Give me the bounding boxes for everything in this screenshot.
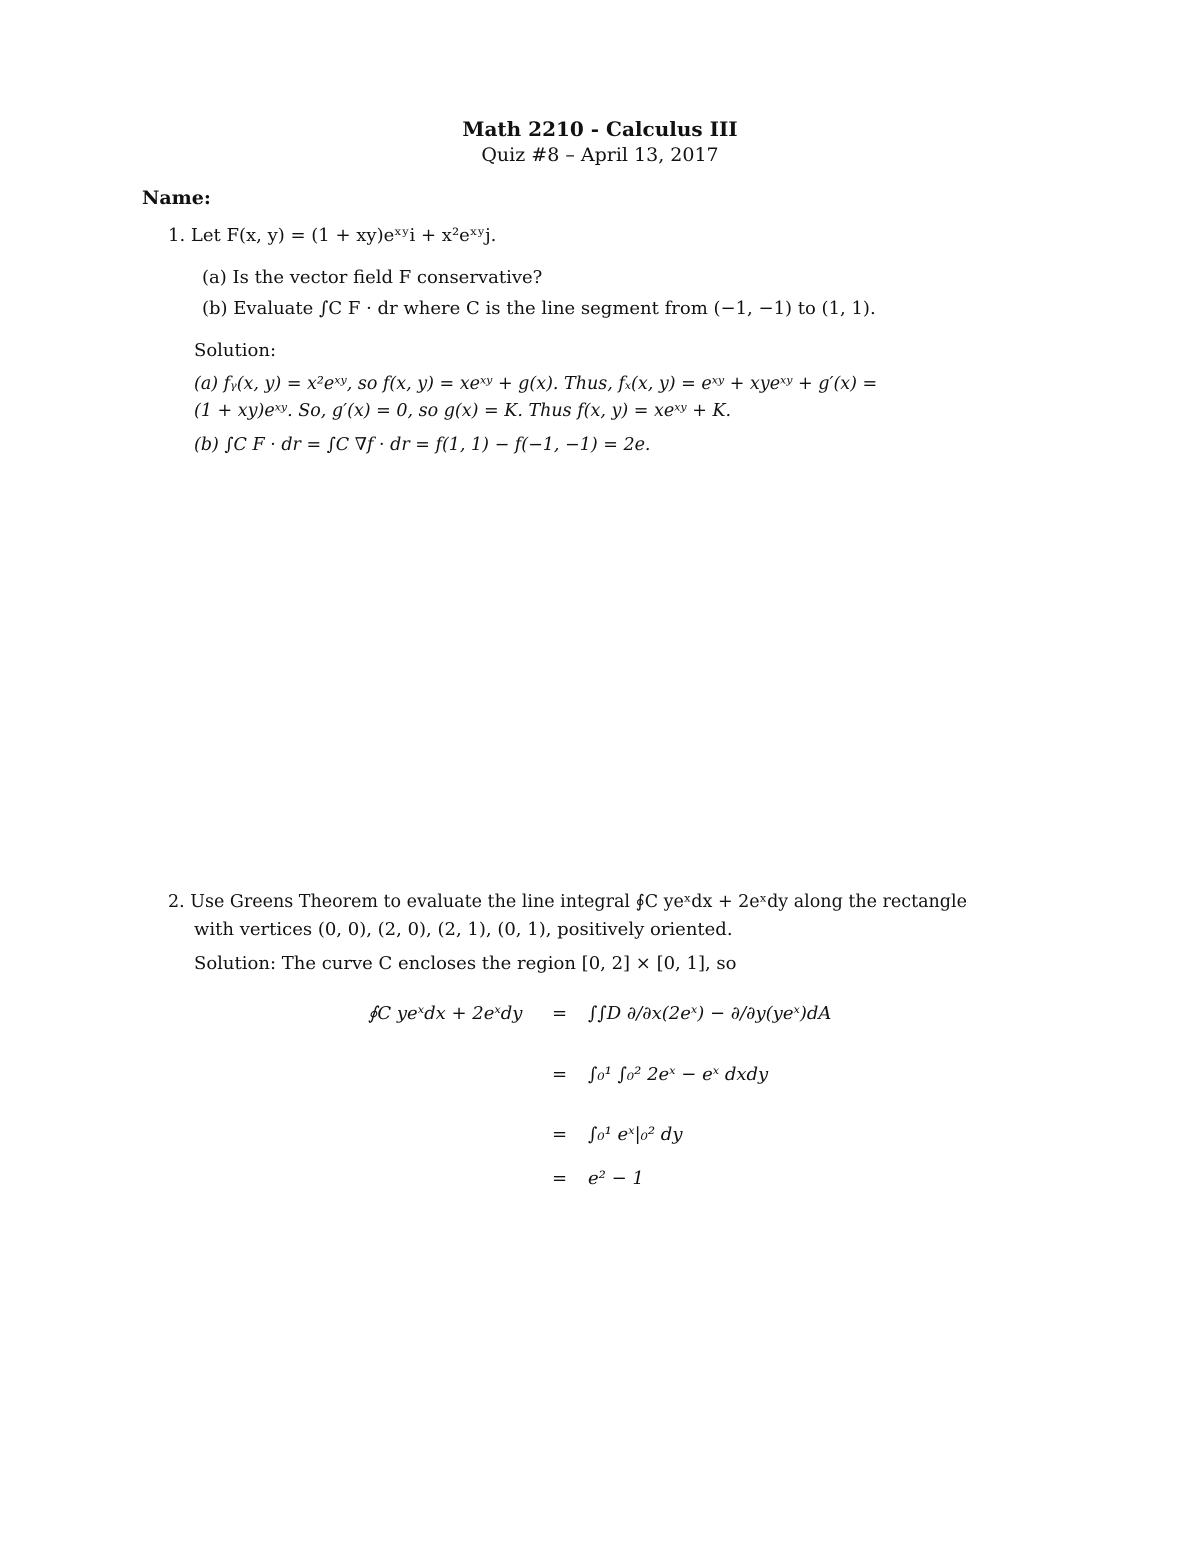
equation-row-4: e² − 1 — [588, 1168, 644, 1189]
equals-sign-1: = — [552, 1003, 568, 1024]
equals-sign-2: = — [552, 1064, 568, 1085]
problem-1-solution-label: Solution: — [194, 340, 277, 361]
problem-1-part-b: (b) Evaluate ∫C F · dr where C is the line segment from (−1, −1) to (1, 1). — [202, 298, 876, 319]
document-subtitle: Quiz #8 – April 13, 2017 — [481, 144, 719, 166]
problem-1-solution-a-line-2: (1 + xy)eˣʸ. So, g′(x) = 0, so g(x) = K. Thus f(x, y) = xeˣʸ + K. — [194, 401, 732, 421]
problem-2-statement-line-2: with vertices (0, 0), (2, 0), (2, 1), (0, 1), positively oriented. — [194, 919, 733, 940]
problem-1-solution-b: (b) ∫C F · dr = ∫C ∇f · dr = f(1, 1) − f(−1, −1) = 2e. — [194, 435, 651, 455]
problem-1-part-a: (a) Is the vector field F conservative? — [202, 267, 543, 288]
name-label: Name: — [142, 187, 211, 209]
document-title: Math 2210 - Calculus III — [462, 117, 738, 141]
problem-1-statement: 1. Let F(x, y) = (1 + xy)eˣʸi + x²eˣʸj. — [168, 225, 497, 246]
equation-row-2: ∫₀¹ ∫₀² 2eˣ − eˣ dxdy — [588, 1064, 769, 1085]
equation-row-3: ∫₀¹ eˣ|₀² dy — [588, 1124, 683, 1145]
problem-2-statement-line-1: 2. Use Greens Theorem to evaluate the line integral ∮C yeˣdx + 2eˣdy along the rectangle — [168, 892, 967, 912]
equation-lhs: ∮C yeˣdx + 2eˣdy — [368, 1003, 523, 1024]
equation-row-1: ∫∫D ∂/∂x(2eˣ) − ∂/∂y(yeˣ)dA — [588, 1003, 832, 1024]
problem-1-solution-a-line-1: (a) fᵧ(x, y) = x²eˣʸ, so f(x, y) = xeˣʸ + g(x). Thus, fₓ(x, y) = eˣʸ + xyeˣʸ + g′(x) = — [194, 374, 878, 394]
problem-2-solution-line: Solution: The curve C encloses the region [0, 2] × [0, 1], so — [194, 953, 737, 974]
equals-sign-4: = — [552, 1168, 568, 1189]
equals-sign-3: = — [552, 1124, 568, 1145]
